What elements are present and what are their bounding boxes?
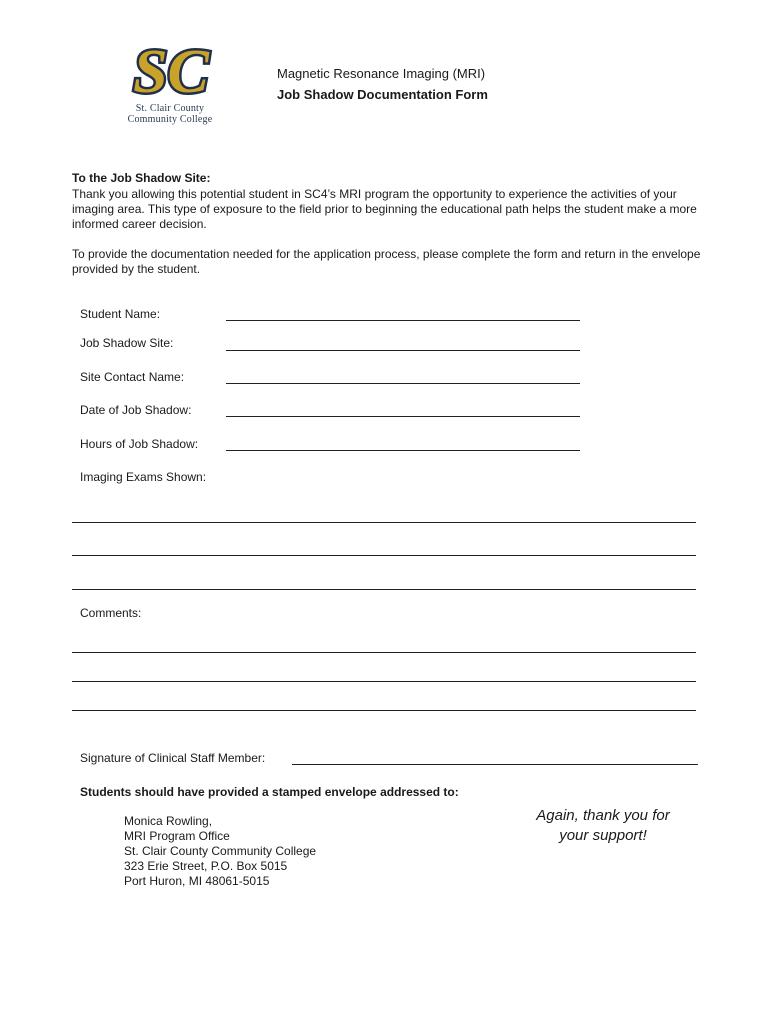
student-name-field[interactable] [226, 320, 580, 321]
intro-heading: To the Job Shadow Site: [72, 171, 211, 185]
comments-label: Comments: [80, 606, 142, 620]
address-line: Port Huron, MI 48061-5015 [124, 874, 270, 888]
site-contact-field[interactable] [226, 383, 580, 384]
exams-line-3[interactable] [72, 589, 696, 590]
student-name-label: Student Name: [80, 307, 161, 321]
address-line: Monica Rowling, [124, 814, 213, 828]
logo-name-line1: St. Clair County [135, 103, 205, 114]
address-line: MRI Program Office [124, 829, 230, 843]
logo-college-name [120, 103, 220, 125]
comments-line-1[interactable] [72, 652, 696, 653]
form-title: Magnetic Resonance Imaging (MRI) [277, 66, 486, 81]
address-line: 323 Erie Street, P.O. Box 5015 [124, 859, 288, 873]
envelope-note: Students should have provided a stamped envelope addressed to: [80, 785, 459, 799]
form-subtitle: Job Shadow Documentation Form [277, 87, 488, 102]
job-shadow-site-label: Job Shadow Site: [80, 336, 174, 350]
site-contact-label: Site Contact Name: [80, 370, 185, 384]
intro-paragraph-2: To provide the documentation needed for the application process, please complete the form and return in the envelope provided by the student. [72, 247, 701, 276]
date-label: Date of Job Shadow: [80, 403, 192, 417]
address-line: St. Clair County Community College [124, 844, 317, 858]
exams-line-1[interactable] [72, 522, 696, 523]
thank-you-note [520, 806, 686, 846]
hours-label: Hours of Job Shadow: [80, 437, 199, 451]
logo-name-line2: Community College [127, 114, 213, 125]
date-field[interactable] [226, 416, 580, 417]
exams-label: Imaging Exams Shown: [80, 470, 207, 484]
exams-line-2[interactable] [72, 555, 696, 556]
thank-you-line-1: Again, thank you for [536, 807, 670, 824]
intro-paragraph-1: Thank you allowing this potential student in SC4’s MRI program the opportunity to experience the activities of your imaging area. This type of exposure to the field prior to beginning the educational path helps the student make a more informed career decision. [72, 187, 697, 231]
mailing-address [124, 814, 316, 889]
thank-you-line-2: your support! [559, 827, 647, 844]
hours-field[interactable] [226, 450, 580, 451]
comments-line-2[interactable] [72, 681, 696, 682]
job-shadow-site-field[interactable] [226, 350, 580, 351]
signature-field[interactable] [292, 764, 698, 765]
comments-line-3[interactable] [72, 710, 696, 711]
signature-label: Signature of Clinical Staff Member: [80, 751, 266, 765]
logo-initials: SC [133, 38, 209, 106]
